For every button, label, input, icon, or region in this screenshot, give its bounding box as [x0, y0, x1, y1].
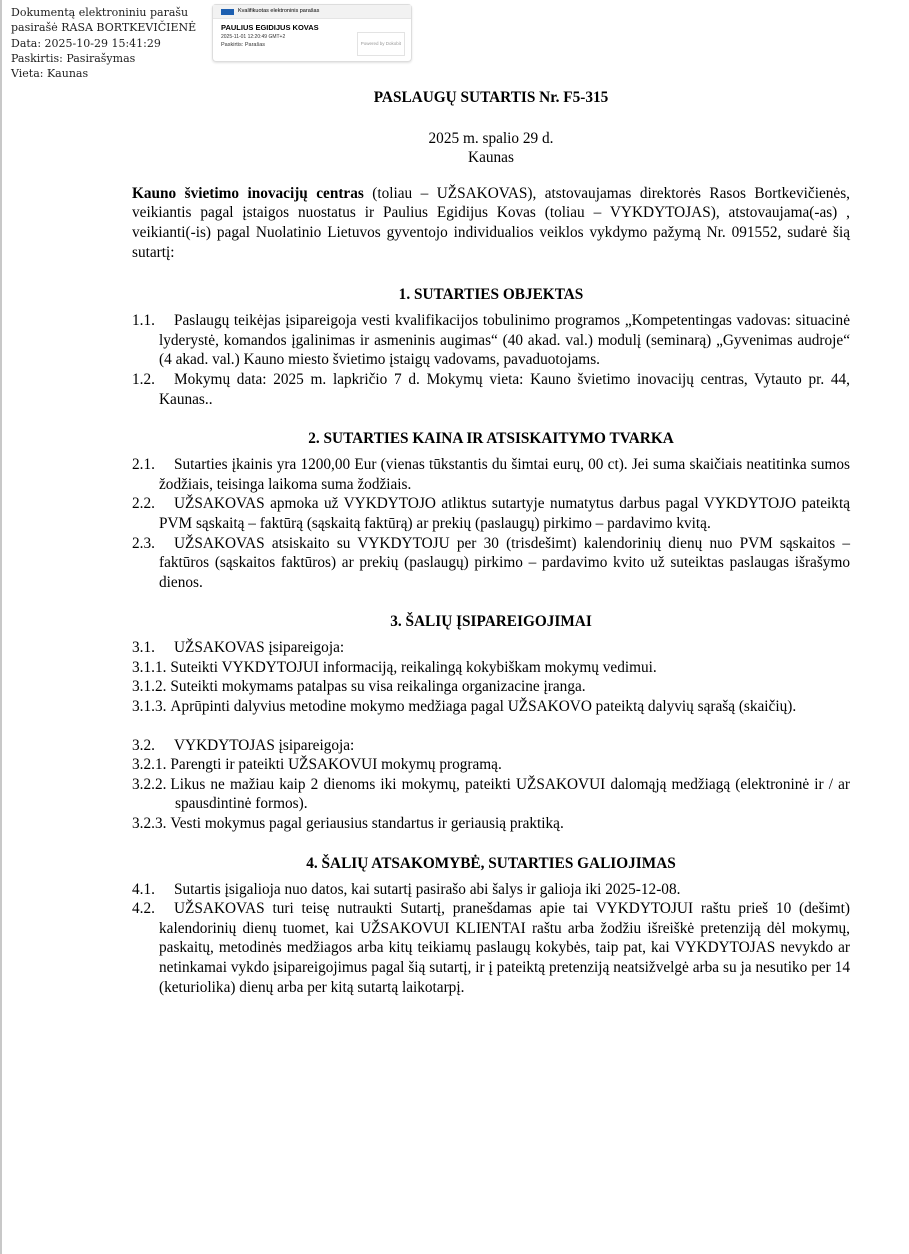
- clause-text: Parengti ir pateikti UŽSAKOVUI mokymų programą.: [170, 756, 502, 774]
- stamp-line: Data: 2025-10-29 15:41:29: [11, 36, 161, 50]
- clause-text: Suteikti VYKDYTOJUI informaciją, reikalingą kokybiškam mokymų vedimui.: [170, 658, 657, 676]
- clause: [132, 814, 850, 834]
- clause-number: 4.1.: [132, 880, 155, 898]
- clause-number: 3.1.1.: [132, 658, 167, 676]
- document-city: Kaunas: [468, 149, 514, 167]
- document-date: 2025 m. spalio 29 d.: [428, 129, 554, 147]
- clause-number: 2.2.: [132, 495, 155, 513]
- clause: [132, 638, 850, 658]
- intro-text: (toliau – UŽSAKOVAS), atstovaujamas direktorės Rasos Bortkevičienės, veikiantis pagal įstaigos nuostatus ir Paulius Egidijus Kovas (toliau – VYKDYTOJAS), atstovaujama(-as) , veikianti(-is) pagal Nuolatinio Lietuvos gyventojo individualios veiklos vykdymo pažymą Nr. 091552, sudarė šią sutartį:: [132, 184, 850, 261]
- sig-purpose: Paskirtis: Parašas: [221, 42, 266, 48]
- clause: [132, 370, 850, 409]
- clause: [132, 311, 850, 370]
- clause-text: Sutartis įsigalioja nuo datos, kai sutartį pasirašo abi šalys ir galioja iki 2025-12-08.: [174, 880, 681, 898]
- e-signature-box: [212, 4, 412, 62]
- intro-paragraph: [132, 184, 850, 262]
- powered-by-logo: Powered by Dokobit: [357, 32, 405, 56]
- clause-text: VYKDYTOJAS įsipareigoja:: [174, 736, 355, 754]
- clause: [132, 534, 850, 593]
- stamp-line: pasirašė RASA BORTKEVIČIENĖ: [11, 21, 197, 35]
- clause-number: 2.1.: [132, 456, 155, 474]
- clause: [132, 736, 850, 756]
- clause-text: Paslaugų teikėjas įsipareigoja vesti kvalifikacijos tobulinimo programos „Kompetentingas vadovas: situacinė lyderystė, komandos įgalinimas ir asmeninis augimas“ (40 akad. val.) modulį (seminarą) „Gyvenimas audroje“ (4 akad. val.) Kauno miesto švietimo įstaigų vadovams, pavaduotojams.: [159, 312, 850, 369]
- clause-number: 3.1.2.: [132, 678, 167, 696]
- document-title: PASLAUGŲ SUTARTIS Nr. F5-315: [373, 89, 609, 106]
- clause: [132, 755, 850, 775]
- clause-text: Likus ne mažiau kaip 2 dienoms iki mokymų, pateikti UŽSAKOVUI dalomąją medžiagą (elektroninė ir / ar spausdintinė formos).: [170, 775, 850, 813]
- signature-stamp: [11, 5, 196, 81]
- stamp-line: Paskirtis: Pasirašymas: [11, 51, 136, 65]
- clause-text: Aprūpinti dalyvius metodine mokymo medžiaga pagal UŽSAKOVO pateiktą dalyvių sąrašą (skaičių).: [170, 698, 797, 716]
- section-heading: 4. ŠALIŲ ATSAKOMYBĖ, SUTARTIES GALIOJIMAS: [306, 854, 676, 872]
- clause: [132, 775, 850, 814]
- stamp-line: Vieta: Kaunas: [11, 67, 89, 81]
- sig-header: Kvalifikuotas elektroninis parašas: [238, 8, 320, 14]
- sig-datetime: 2025-11-01 12:20:49 GMT+2: [221, 34, 286, 40]
- clause-number: 3.2.3.: [132, 815, 167, 833]
- clause: [132, 899, 850, 997]
- clause: [132, 658, 850, 678]
- stamp-line: Dokumentą elektroniniu parašu: [11, 6, 189, 19]
- clause-text: Mokymų data: 2025 m. lapkričio 7 d. Mokymų vieta: Kauno švietimo inovacijų centras, Vytauto pr. 44, Kaunas..: [159, 370, 850, 408]
- clause-text: UŽSAKOVAS atsiskaito su VYKDYTOJU per 30 (trisdešimt) kalendorinių dienų nuo PVM sąskaitos – faktūros (sąskaitos faktūros) ar prekių (paslaugų) pirkimo – pardavimo kvito už suteiktas paslaugas išrašymo dienos.: [159, 534, 850, 591]
- clause-text: Vesti mokymus pagal geriausius standartus ir geriausią praktiką.: [170, 815, 564, 833]
- clause-number: 2.3.: [132, 534, 155, 552]
- clause: [132, 677, 850, 697]
- eu-flag-icon: [221, 9, 234, 15]
- clause-text: UŽSAKOVAS apmoka už VYKDYTOJO atliktus sutartyje numatytus darbus pagal VYKDYTOJO pateiktą PVM sąskaitą – faktūrą (sąskaitą faktūrą) ar prekių (paslaugų) pirkimo – pardavimo kvitą.: [159, 495, 850, 532]
- section-heading: 3. ŠALIŲ ĮSIPAREIGOJIMAI: [390, 613, 592, 631]
- section-heading: 1. SUTARTIES OBJEKTAS: [398, 286, 584, 304]
- clause-text: Suteikti mokymams patalpas su visa reikalinga organizacine įranga.: [170, 678, 586, 696]
- clause-text: UŽSAKOVAS turi teisę nutraukti Sutartį, pranešdamas apie tai VYKDYTOJUI raštu prieš 10 (dešimt) kalendorinių dienų tuomet, kai UŽSAKOVUI KLIENTAI raštu arba žodžiu išreiškė pretenziją dėl mokymų, paskaitų, metodinės medžiagos arba kitų teikiamų paslaugų kokybės, taip pat, kai VYKDYTOJAS nevykdo ar netinkamai vykdo įsipareigojimus pagal šią sutartį, ir į pateiktą pretenziją neatsižvelgė arba su ja nesutiko per 14 (keturiolika) dienų arba per kitą sutartą laikotarpį.: [159, 900, 850, 996]
- clause: [132, 455, 850, 494]
- clause-text: UŽSAKOVAS įsipareigoja:: [174, 639, 345, 657]
- clause: [132, 494, 850, 533]
- clause-number: 1.2.: [132, 370, 155, 388]
- clause-text: Sutarties įkainis yra 1200,00 Eur (vienas tūkstantis du šimtai eurų, 00 ct). Jei suma skaičiais neatitinka sumos žodžiais, teisinga laikoma suma žodžiais.: [159, 456, 850, 493]
- party-name: Kauno švietimo inovacijų centras: [132, 184, 364, 202]
- document-body: [132, 88, 850, 997]
- clause-number: 3.1.3.: [132, 698, 167, 716]
- clause: [132, 697, 850, 717]
- section-heading: 2. SUTARTIES KAINA IR ATSISKAITYMO TVARKA: [308, 430, 674, 448]
- clause-number: 3.2.2.: [132, 775, 167, 793]
- clause-number: 3.1.: [132, 639, 155, 657]
- clause-number: 1.1.: [132, 312, 155, 330]
- sections: [132, 285, 850, 997]
- signer-name: PAULIUS EGIDIJUS KOVAS: [221, 23, 319, 32]
- clause-number: 4.2.: [132, 900, 155, 918]
- clause-number: 3.2.: [132, 736, 155, 754]
- clause-number: 3.2.1.: [132, 756, 167, 774]
- clause: [132, 880, 850, 900]
